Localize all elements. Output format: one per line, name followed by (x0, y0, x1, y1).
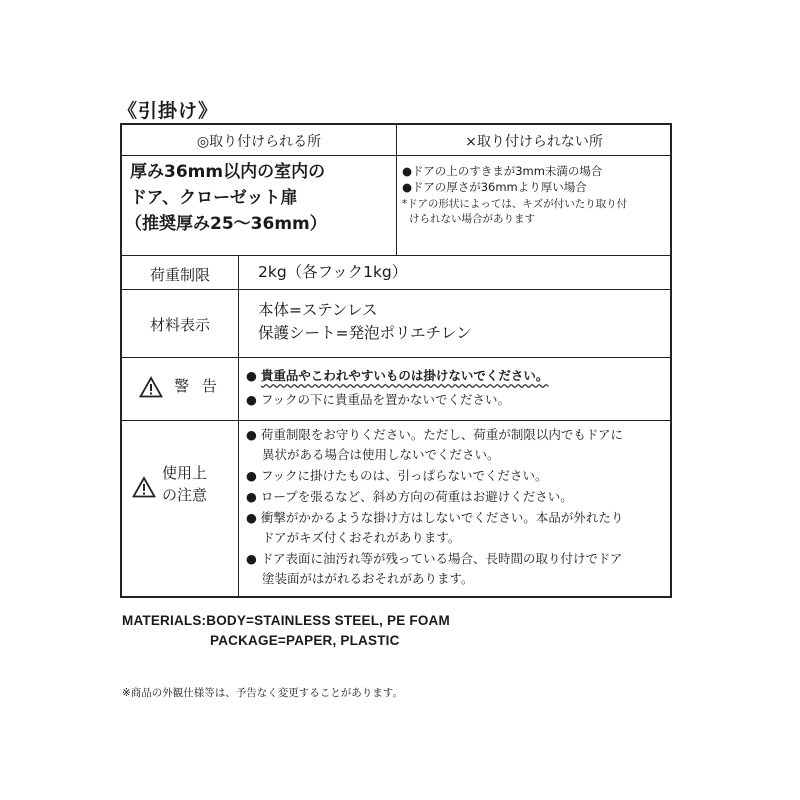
ok-line-2: ドア、クローゼット扉 (130, 188, 298, 208)
english-materials-line-1: MATERIALS:BODY=STAINLESS STEEL, PE FOAM (122, 613, 450, 628)
ok-line-1: 厚み36mm以内の室内の (130, 162, 326, 182)
ng-item-2: ●ドアの厚さが36mmより厚い場合 (402, 180, 587, 194)
caution-line-6: ドアがキズ付くおそれがあります。 (262, 530, 461, 545)
load-value: 2kg（各フック1kg） (258, 263, 408, 281)
row-divider (121, 357, 671, 358)
warning-label-cell (122, 375, 238, 398)
footnote: ※商品の外観仕様等は、予告なく変更することがあります。 (122, 687, 403, 699)
caution-triangle-icon (132, 476, 156, 498)
column-divider (238, 256, 239, 597)
ng-header: ×取り付けられない所 (465, 134, 603, 150)
warning-label: 警 告 (174, 377, 221, 395)
caution-line-1: ● 荷重制限をお守りください。ただし、荷重が制限以内でもドアに (246, 427, 624, 442)
row-divider (121, 255, 671, 256)
warning-item-2: ● フックの下に貴重品を置かないでください。 (246, 392, 511, 407)
material-line-2: 保護シート=発泡ポリエチレン (258, 324, 472, 342)
material-line-1: 本体=ステンレス (258, 301, 378, 319)
caution-line-3: ● フックに掛けたものは、引っぱらないでください。 (246, 468, 548, 483)
warning-item-1-text: 貴重品やこわれやすいものは掛けないでください。 (260, 368, 549, 383)
row-divider (121, 420, 671, 421)
section-title: 《引掛け》 (118, 100, 219, 122)
ng-note-2: けられない場合があります (409, 213, 535, 225)
caution-line-7: ● ドア表面に油汚れ等が残っている場合、長時間の取り付けでドア (246, 551, 623, 566)
ng-item-1: ●ドアの上のすきまが3mm未満の場合 (402, 164, 603, 178)
english-materials-line-2: PACKAGE=PAPER, PLASTIC (210, 633, 400, 648)
caution-label-2: の注意 (162, 486, 208, 504)
warning-item-2-text: フックの下に貴重品を置かないでください。 (260, 392, 511, 407)
caution-line-8: 塗装面がはがれるおそれがあります。 (262, 571, 474, 586)
caution-line-2: 異状がある場合は使用しないでください。 (262, 447, 500, 462)
row-divider (121, 289, 671, 290)
warning-triangle-icon (139, 376, 163, 398)
caution-line-5: ● 衝撃がかかるような掛け方はしないでください。本品が外れたり (246, 510, 624, 525)
load-label: 荷重制限 (149, 266, 210, 284)
ng-note-1: *ドアの形状によっては、キズが付いたり取り付 (402, 198, 628, 210)
ok-line-3: （推奨厚み25～36mm） (125, 214, 327, 234)
caution-label-1: 使用上 (162, 464, 208, 482)
ok-header: ◎取り付けられる所 (196, 134, 322, 150)
material-label: 材料表示 (149, 316, 210, 334)
warning-item-1: ● 貴重品やこわれやすいものは掛けないでください。 (246, 368, 549, 383)
caution-line-4: ● ロープを張るなど、斜め方向の荷重はお避けください。 (246, 489, 573, 504)
